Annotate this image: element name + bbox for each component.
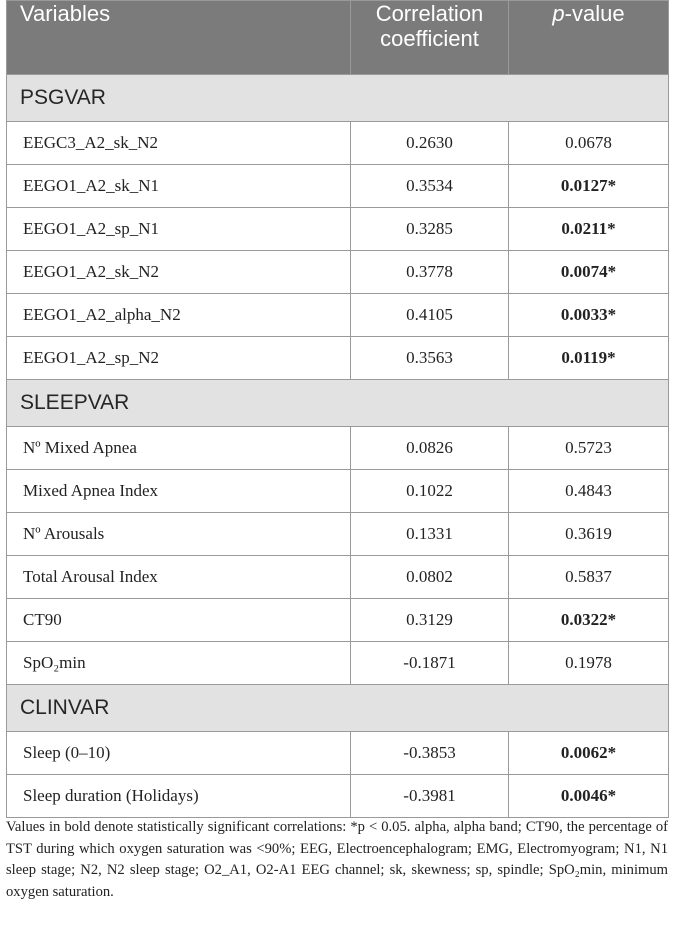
coefficient-cell: 0.3534: [351, 165, 509, 208]
variable-cell: SpO₂min: [7, 642, 351, 685]
p-value-cell: 0.0322*: [509, 599, 669, 642]
variable-cell: Sleep (0–10): [7, 732, 351, 775]
variable-cell: CT90: [7, 599, 351, 642]
table-row: [7, 556, 669, 599]
p-value-cell: 0.0046*: [509, 775, 669, 818]
p-value-cell: 0.0062*: [509, 732, 669, 775]
header-variables: Variables: [7, 1, 351, 75]
variable-cell: Nº Mixed Apnea: [7, 427, 351, 470]
table-row: [7, 513, 669, 556]
section-row: [7, 380, 669, 427]
section-title: PSGVAR: [7, 75, 669, 122]
correlation-table: [6, 0, 669, 818]
section-row: [7, 75, 669, 122]
table-row: [7, 599, 669, 642]
coefficient-cell: 0.4105: [351, 294, 509, 337]
p-value-cell: 0.0678: [509, 122, 669, 165]
header-corr-line1: Correlation: [375, 1, 484, 26]
table-header: [7, 1, 669, 75]
coefficient-cell: 0.1022: [351, 470, 509, 513]
coefficient-cell: -0.1871: [351, 642, 509, 685]
header-corr-line2: coefficient: [380, 26, 479, 51]
coefficient-cell: -0.3853: [351, 732, 509, 775]
table-row: [7, 337, 669, 380]
p-value-cell: 0.0127*: [509, 165, 669, 208]
coefficient-cell: 0.3285: [351, 208, 509, 251]
header-p-italic: p: [552, 1, 565, 26]
coefficient-cell: 0.2630: [351, 122, 509, 165]
table-row: [7, 470, 669, 513]
p-value-cell: 0.0119*: [509, 337, 669, 380]
p-value-cell: 0.5723: [509, 427, 669, 470]
header-p-value: [509, 1, 669, 75]
variable-cell: Nº Arousals: [7, 513, 351, 556]
table-row: [7, 427, 669, 470]
table-row: [7, 732, 669, 775]
table-body: [7, 75, 669, 818]
p-value-cell: 0.3619: [509, 513, 669, 556]
coefficient-cell: 0.3563: [351, 337, 509, 380]
table-row: [7, 775, 669, 818]
section-row: [7, 685, 669, 732]
table-row: [7, 208, 669, 251]
header-p-rest: -value: [564, 1, 625, 26]
table-row: [7, 251, 669, 294]
section-title: SLEEPVAR: [7, 380, 669, 427]
variable-cell: EEGO1_A2_sk_N1: [7, 165, 351, 208]
coefficient-cell: -0.3981: [351, 775, 509, 818]
coefficient-cell: 0.1331: [351, 513, 509, 556]
variable-cell: EEGO1_A2_sp_N1: [7, 208, 351, 251]
variable-cell: EEGO1_A2_sk_N2: [7, 251, 351, 294]
table-footnote: Values in bold denote statistically significant correlations: *p < 0.05. alpha, alpha band; CT90, the percentage of TST during which oxygen saturation was <90%; EEG, Electroencephalogram; EMG, Electromyogram; N1, N1 sleep stage; N2, N2 sleep stage; O2_A1, O2-A1 EEG channel; sk, skewness; sp, spindle; SpO₂min, minimum oxygen saturation.: [6, 819, 668, 900]
p-value-cell: 0.1978: [509, 642, 669, 685]
table-row: [7, 294, 669, 337]
variable-cell: EEGC3_A2_sk_N2: [7, 122, 351, 165]
p-value-cell: 0.0033*: [509, 294, 669, 337]
variable-cell: Total Arousal Index: [7, 556, 351, 599]
coefficient-cell: 0.3129: [351, 599, 509, 642]
p-value-cell: 0.0074*: [509, 251, 669, 294]
header-correlation-coefficient: [351, 1, 509, 75]
variable-cell: Sleep duration (Holidays): [7, 775, 351, 818]
variable-cell: Mixed Apnea Index: [7, 470, 351, 513]
p-value-cell: 0.0211*: [509, 208, 669, 251]
table-row: [7, 642, 669, 685]
p-value-cell: 0.5837: [509, 556, 669, 599]
p-value-cell: 0.4843: [509, 470, 669, 513]
coefficient-cell: 0.3778: [351, 251, 509, 294]
variable-cell: EEGO1_A2_sp_N2: [7, 337, 351, 380]
coefficient-cell: 0.0826: [351, 427, 509, 470]
variable-cell: EEGO1_A2_alpha_N2: [7, 294, 351, 337]
table-row: [7, 165, 669, 208]
table-row: [7, 122, 669, 165]
section-title: CLINVAR: [7, 685, 669, 732]
coefficient-cell: 0.0802: [351, 556, 509, 599]
